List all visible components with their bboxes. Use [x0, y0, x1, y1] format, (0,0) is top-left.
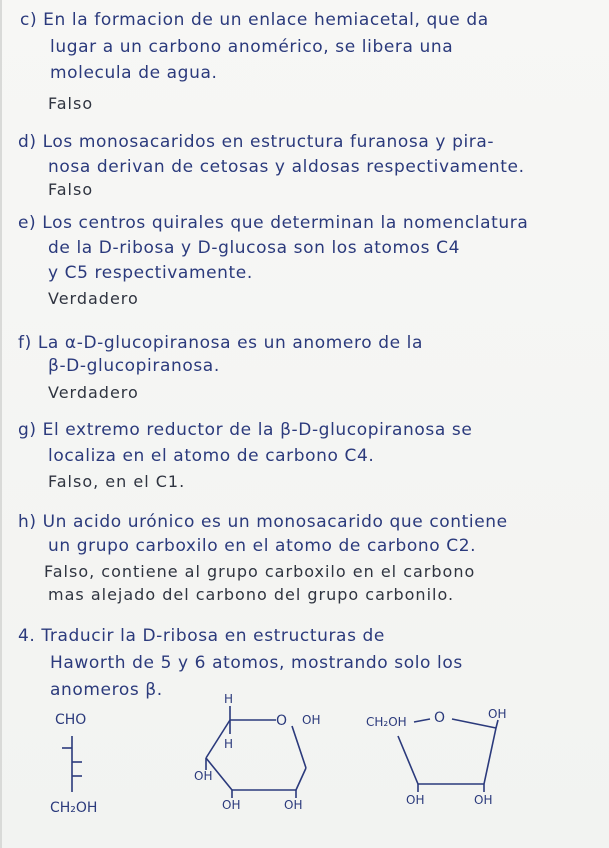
fischer-projection	[62, 736, 82, 792]
item-h-answer-line-1: Falso, contiene al grupo carboxilo en el carbono	[44, 562, 476, 581]
item-f-answer: Verdadero	[48, 383, 139, 402]
question-4-line-3: anomeros β.	[50, 680, 163, 700]
item-c-line-3: molecula de agua.	[50, 63, 218, 83]
item-h-line-1: h) Un acido urónico es un monosacarido que contiene	[18, 512, 508, 532]
item-e-line-1: e) Los centros quirales que determinan la nomenclatura	[18, 213, 529, 233]
item-h-line-2: un grupo carboxilo en el atomo de carbono C2.	[48, 536, 477, 556]
pyranose-oh-bottom-right: OH	[284, 798, 303, 812]
furanose-oh-right: OH	[488, 707, 507, 721]
pyranose-ring-oxygen: O	[276, 713, 288, 729]
item-f-line-2: β-D-glucopiranosa.	[48, 356, 220, 376]
furanose-ch2oh: CH₂OH	[366, 715, 407, 729]
item-d-answer: Falso	[48, 180, 94, 199]
pyranose-oh-right: OH	[302, 713, 321, 727]
furanose-ring	[398, 719, 498, 792]
item-g-line-2: localiza en el atomo de carbono C4.	[48, 446, 375, 466]
item-g-answer: Falso, en el C1.	[48, 472, 186, 491]
item-c-answer: Falso	[48, 94, 94, 113]
pyranose-ring	[206, 706, 306, 798]
item-c-line-2: lugar a un carbono anomérico, se libera una	[50, 37, 454, 57]
item-h-answer-line-2: mas alejado del carbono del grupo carbonilo.	[48, 585, 455, 604]
item-e-line-2: de la D-ribosa y D-glucosa son los atomos C4	[48, 238, 461, 258]
fischer-bottom-label: CH₂OH	[50, 800, 98, 816]
item-f-line-1: f) La α-D-glucopiranosa es un anomero de la	[18, 333, 423, 353]
furanose-ring-oxygen: O	[434, 710, 446, 726]
furanose-oh-bottom-right: OH	[474, 793, 493, 807]
item-c-line-1: c) En la formacion de un enlace hemiacetal, que da	[20, 10, 489, 30]
item-d-line-1: d) Los monosacaridos en estructura furanosa y pira-	[18, 132, 495, 152]
question-4-line-2: Haworth de 5 y 6 atomos, mostrando solo los	[50, 653, 463, 673]
pyranose-h-top: H	[224, 692, 234, 706]
pyranose-oh-left: OH	[194, 769, 213, 783]
item-e-line-3: y C5 respectivamente.	[48, 263, 253, 283]
fischer-top-label: CHO	[55, 712, 87, 728]
item-e-answer: Verdadero	[48, 289, 139, 308]
furanose-oh-bottom-left: OH	[406, 793, 425, 807]
item-d-line-2: nosa derivan de cetosas y aldosas respectivamente.	[48, 157, 525, 177]
question-4-line-1: 4. Traducir la D-ribosa en estructuras de	[18, 626, 385, 646]
pyranose-h-inner: H	[224, 737, 234, 751]
item-g-line-1: g) El extremo reductor de la β-D-glucopiranosa se	[18, 420, 473, 440]
pyranose-oh-bottom-left: OH	[222, 798, 241, 812]
